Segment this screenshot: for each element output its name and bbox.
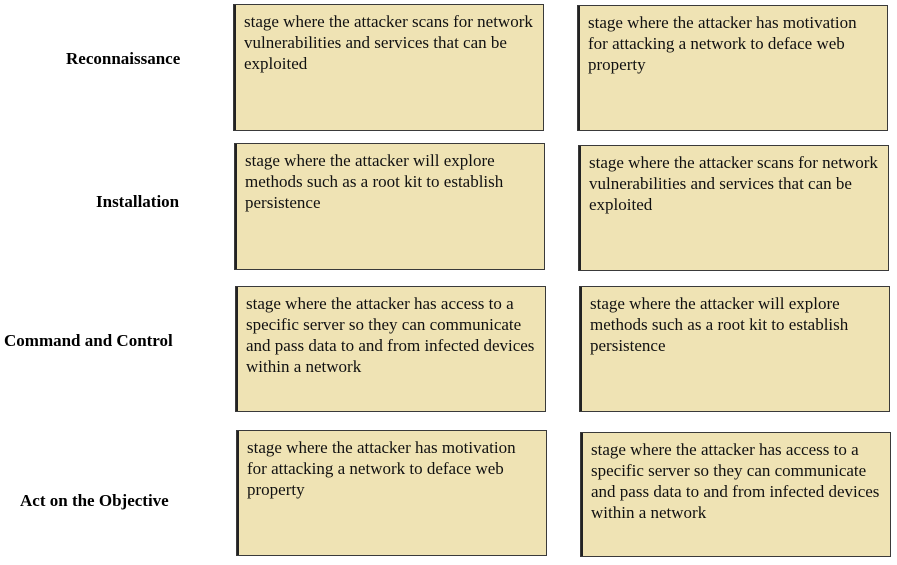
left-description-box-3[interactable]: stage where the attacker has access to a specific server so they can communicate and pass data to and from infected devices within a network — [235, 286, 546, 412]
right-description-box-1[interactable]: stage where the attacker has motivation for attacking a network to deface web property — [577, 5, 888, 131]
stage-label-installation: Installation — [96, 192, 180, 211]
right-description-box-3[interactable]: stage where the attacker will explore methods such as a root kit to establish persistence — [579, 286, 890, 412]
left-description-box-4[interactable]: stage where the attacker has motivation for attacking a network to deface web property — [236, 430, 547, 556]
right-description-box-4[interactable]: stage where the attacker has access to a specific server so they can communicate and pass data to and from infected devices within a network — [580, 432, 891, 557]
left-description-box-1[interactable]: stage where the attacker scans for network vulnerabilities and services that can be exploited — [233, 4, 544, 131]
left-description-box-2[interactable]: stage where the attacker will explore methods such as a root kit to establish persistence — [234, 143, 545, 270]
right-description-box-2[interactable]: stage where the attacker scans for network vulnerabilities and services that can be exploited — [578, 145, 889, 271]
stage-label-command-and-control: Command and Control — [4, 331, 173, 350]
stage-label-act-on-the-objective: Act on the Objective — [20, 491, 169, 510]
stage-label-reconnaissance: Reconnaissance — [66, 49, 181, 68]
